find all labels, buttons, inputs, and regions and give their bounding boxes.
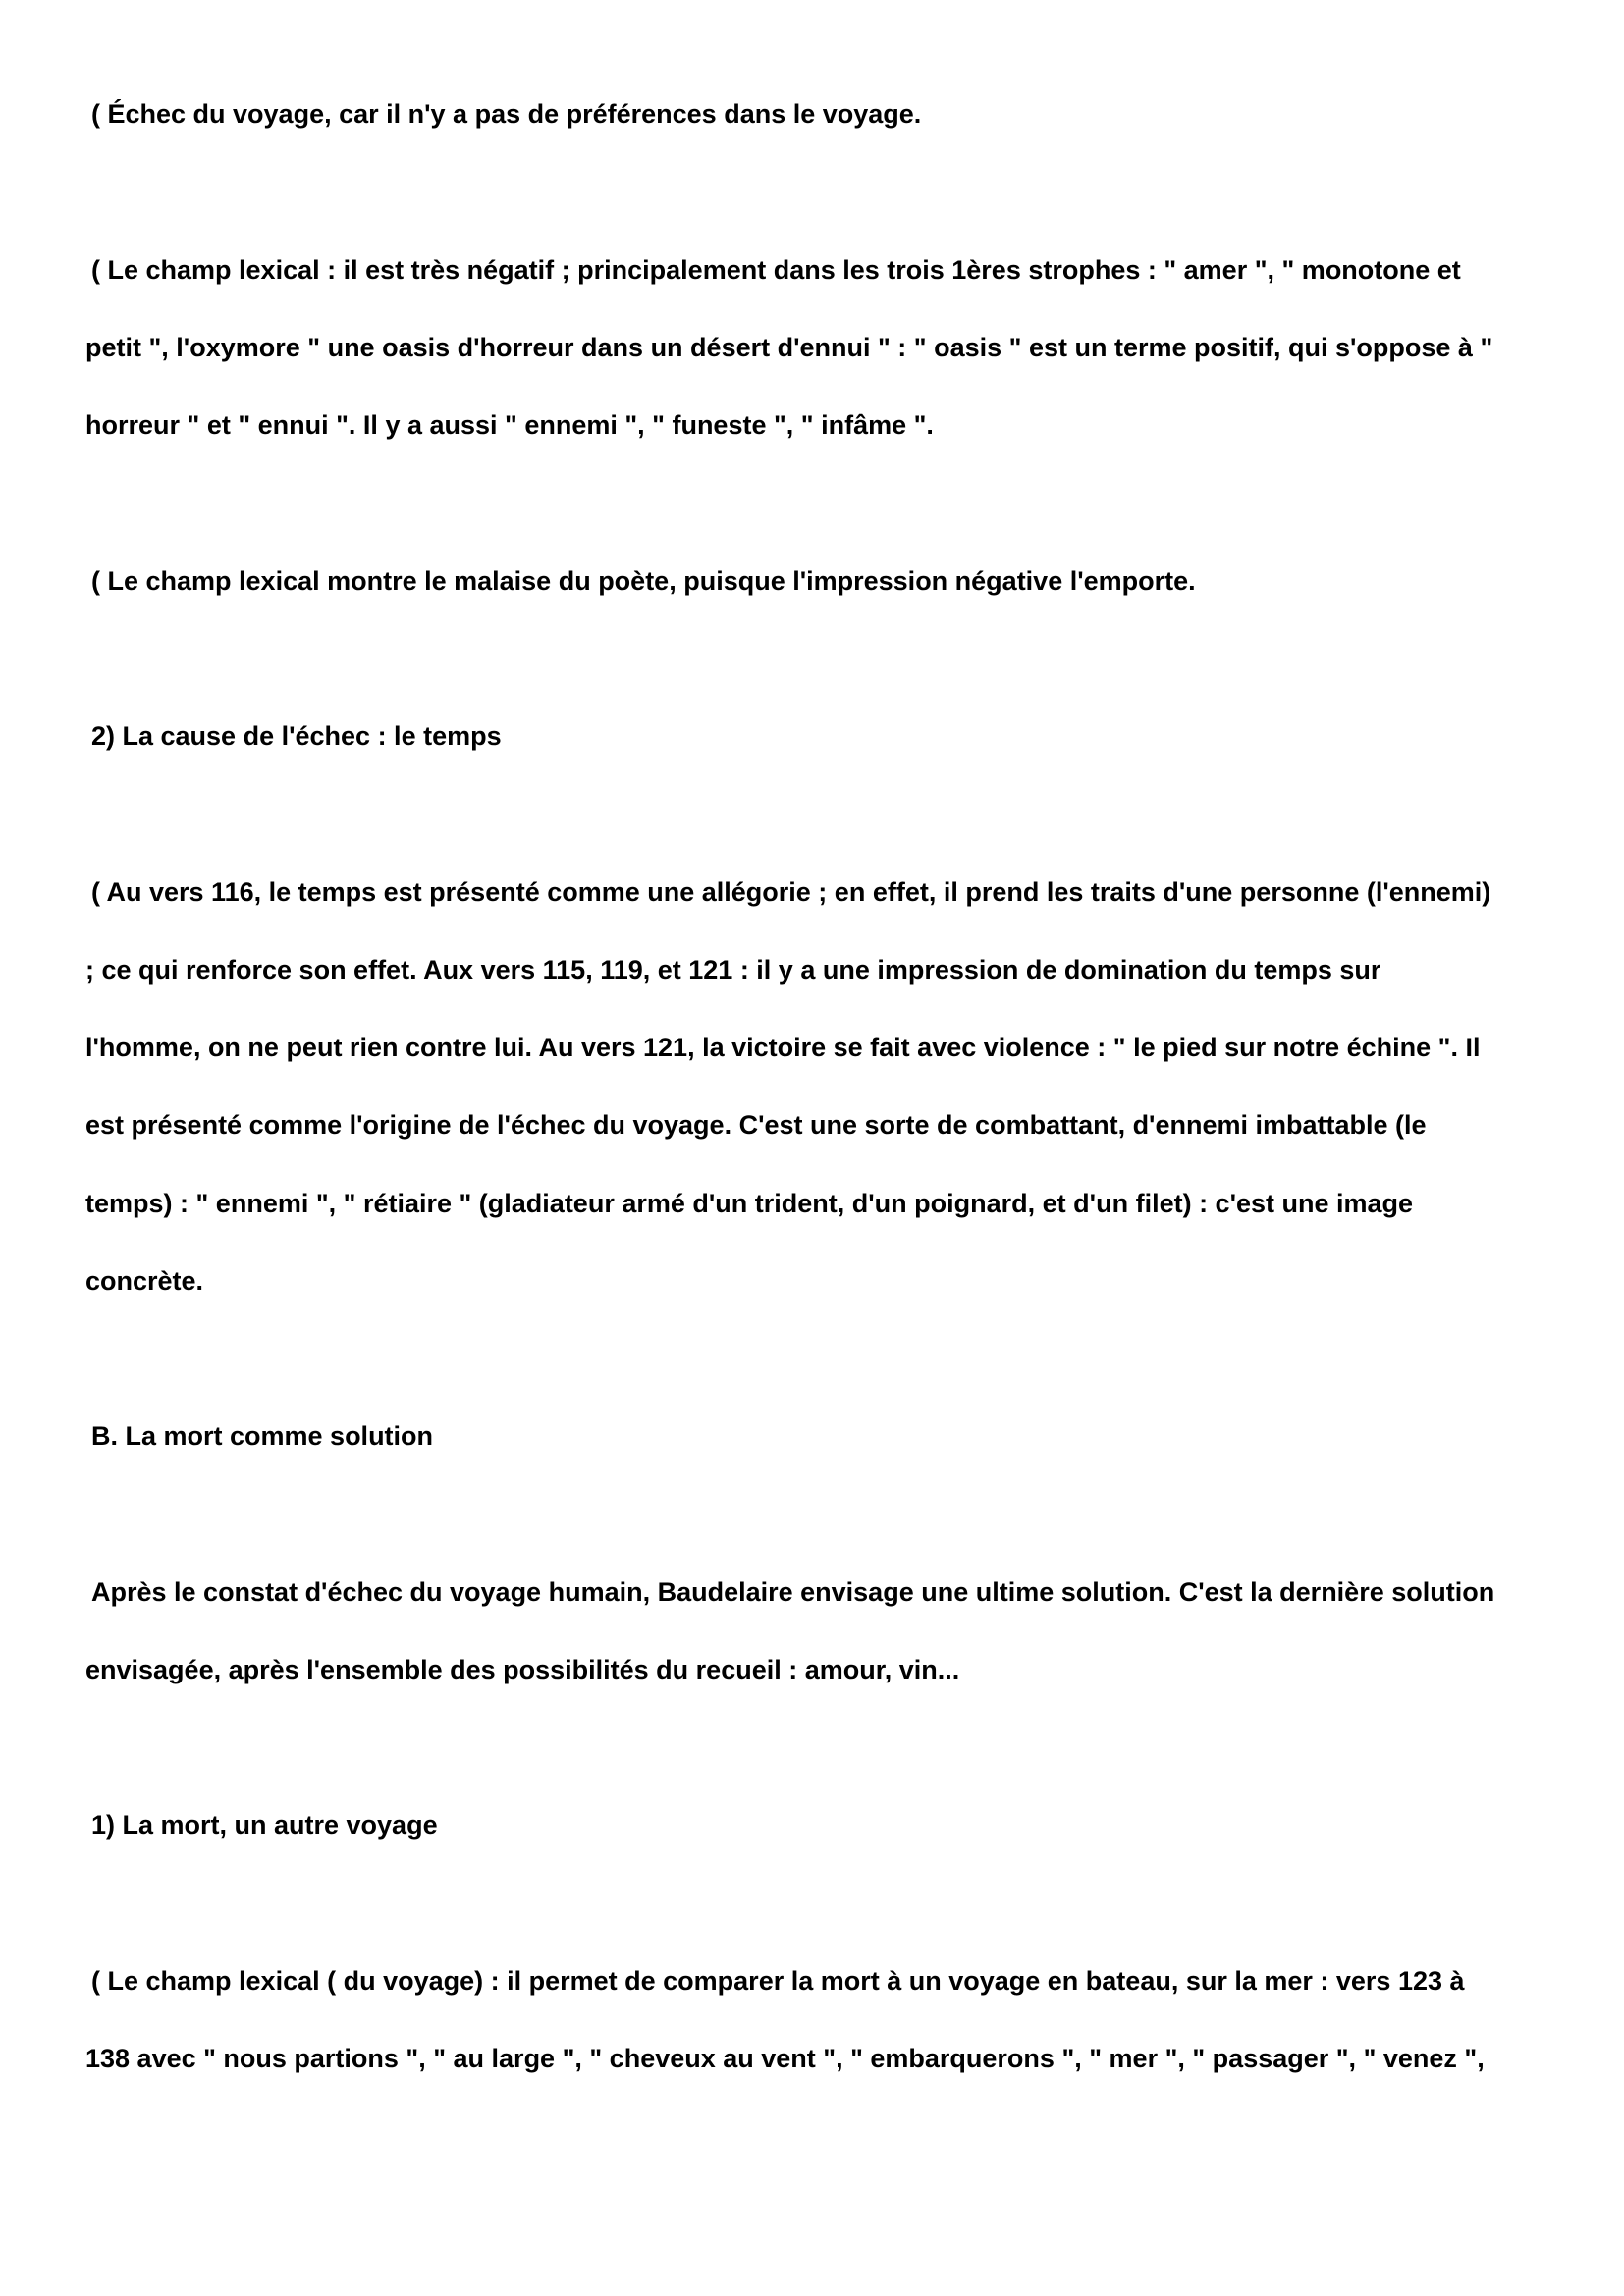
section-heading: B. La mort comme solution (91, 1421, 434, 1451)
section-heading: 2) La cause de l'échec : le temps (91, 721, 502, 751)
section-heading: 1) La mort, un autre voyage (91, 1810, 438, 1840)
paragraph-line: concrète. (85, 1266, 204, 1296)
paragraph-line: ( Le champ lexical montre le malaise du poète, puisque l'impression négative l'emporte. (91, 566, 1196, 596)
paragraph-line: ; ce qui renforce son effet. Aux vers 115, 119, et 121 : il y a une impression de domination du temps sur (85, 955, 1381, 985)
paragraph-line: ( Le champ lexical ( du voyage) : il permet de comparer la mort à un voyage en bateau, sur la mer : vers 123 à (91, 1966, 1465, 1996)
paragraph-line: Après le constat d'échec du voyage humain, Baudelaire envisage une ultime solution. C'est la dernière solution (91, 1577, 1495, 1607)
paragraph-line: temps) : " ennemi ", " rétiaire " (gladiateur armé d'un trident, d'un poignard, et d'un filet) : c'est une image (85, 1189, 1414, 1218)
paragraph-line: 138 avec " nous partions ", " au large ", " cheveux au vent ", " embarquerons ", " mer ", " passager ", " venez ", (85, 2044, 1485, 2073)
paragraph-line: petit ", l'oxymore " une oasis d'horreur dans un désert d'ennui " : " oasis " est un terme positif, qui s'oppose à " (85, 333, 1493, 362)
paragraph-line: ( Au vers 116, le temps est présenté comme une allégorie ; en effet, il prend les traits d'une personne (l'ennemi) (91, 878, 1491, 907)
paragraph-line: ( Échec du voyage, car il n'y a pas de préférences dans le voyage. (91, 99, 922, 129)
paragraph-line: horreur " et " ennui ". Il y a aussi " ennemi ", " funeste ", " infâme ". (85, 410, 934, 440)
paragraph-line: est présenté comme l'origine de l'échec du voyage. C'est une sorte de combattant, d'ennemi imbattable (le (85, 1110, 1427, 1140)
paragraph-line: envisagée, après l'ensemble des possibilités du recueil : amour, vin... (85, 1655, 960, 1684)
paragraph-line: ( Le champ lexical : il est très négatif ; principalement dans les trois 1ères strophes : " amer ", " monotone et (91, 255, 1461, 285)
paragraph-line: l'homme, on ne peut rien contre lui. Au vers 121, la victoire se fait avec violence : " le pied sur notre échine ". Il (85, 1033, 1481, 1062)
